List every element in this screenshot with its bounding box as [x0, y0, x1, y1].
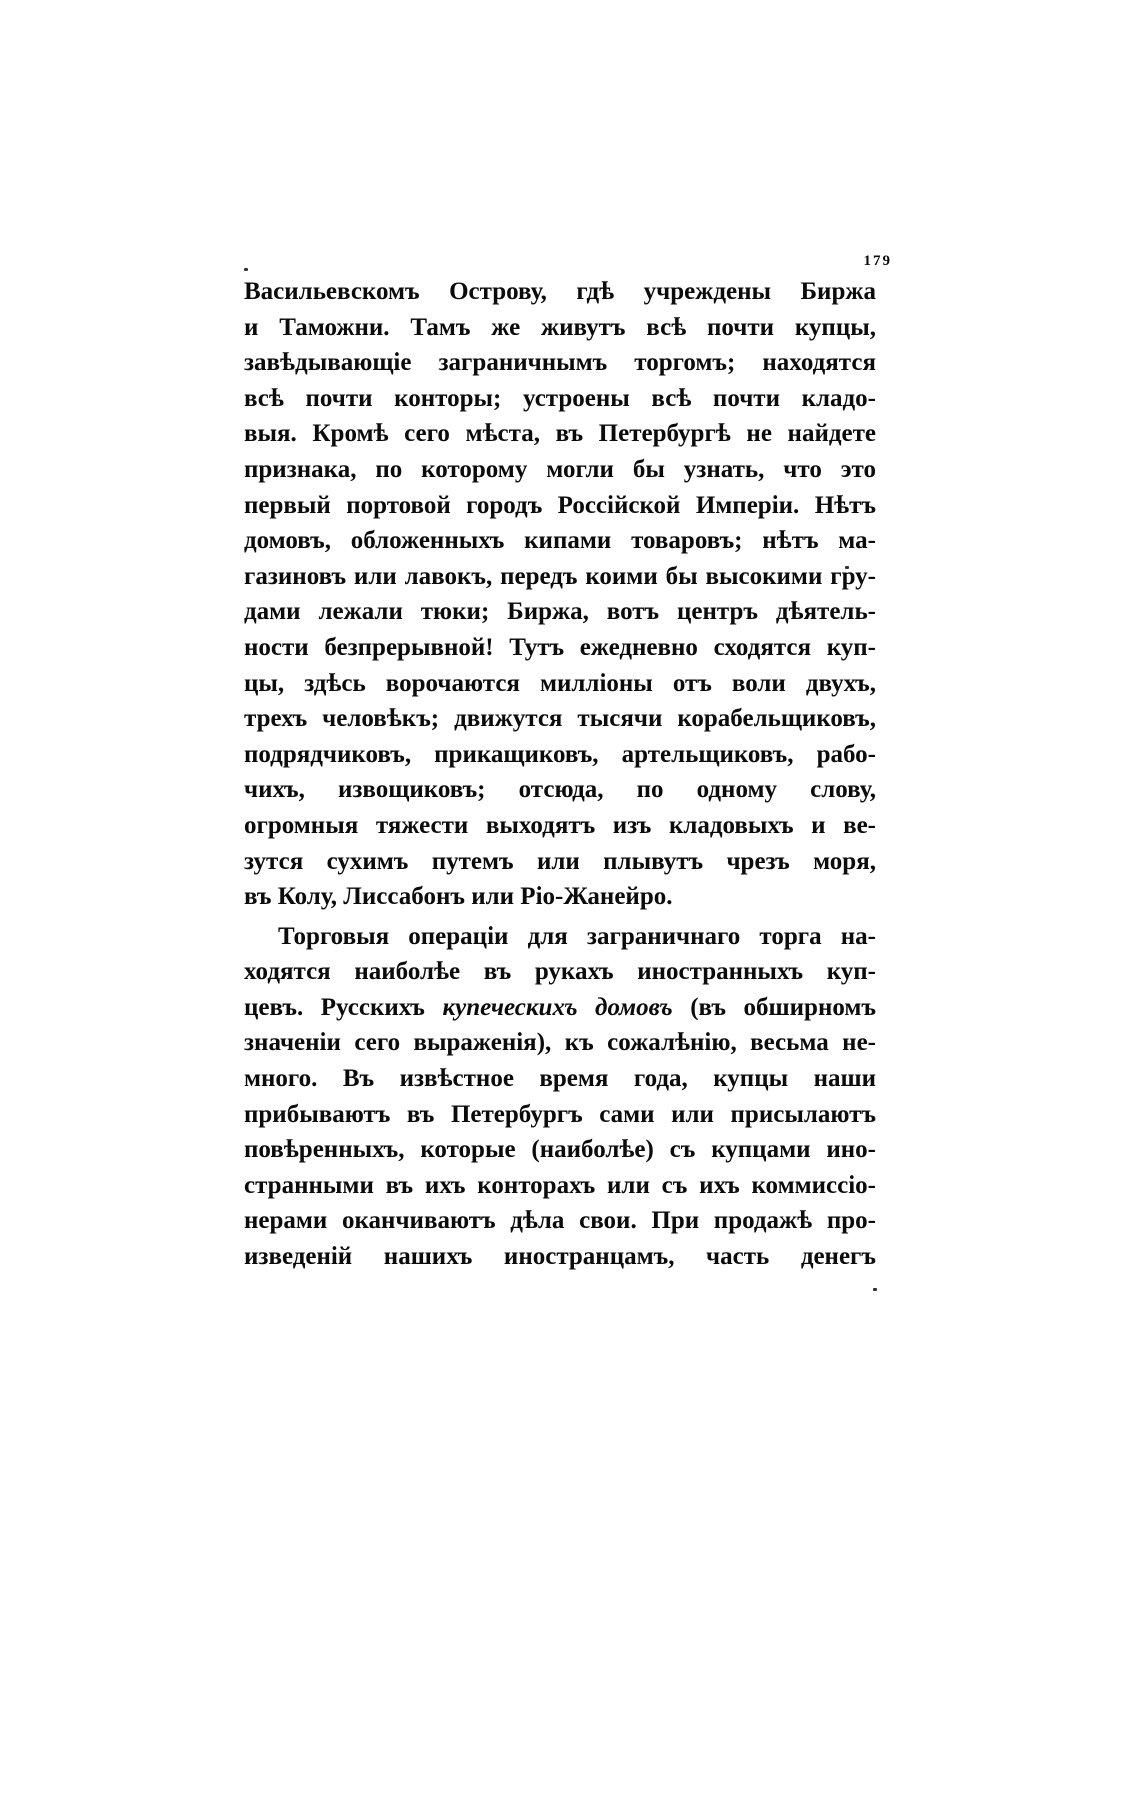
text-line: ходятся наиболѣе въ рукахъ иностранныхъ куп- [244, 958, 876, 986]
paragraph-2 [244, 919, 876, 1275]
text-line: прибываютъ въ Петербургъ сами или присылаютъ [244, 1100, 876, 1128]
text-segment: (въ обширномъ [672, 993, 876, 1021]
text-line: ности безпрерывной! Тутъ ежедневно сходятся куп- [244, 633, 876, 661]
text-line: Торговыя операціи для заграничнаго торга на- [278, 922, 876, 950]
text-line: изведеній нашихъ иностранцамъ, часть денегъ [244, 1243, 876, 1271]
text-line: первый портовой городъ Россійской Имперіи. Нѣтъ [244, 491, 876, 519]
text-line: огромныя тяжести выходятъ изъ кладовыхъ и ве- [244, 811, 876, 839]
text-line: зутся сухимъ путемъ или плывутъ чрезъ моря, [244, 847, 876, 875]
text-line: много. Въ извѣстное время года, купцы наши [244, 1065, 876, 1093]
print-speck [244, 268, 248, 271]
text-line-with-italic [244, 990, 876, 1026]
text-line: домовъ, обложенныхъ кипами товаровъ; нѣтъ ма- [244, 527, 876, 555]
text-line: всѣ почти конторы; устроены всѣ почти кладо- [244, 384, 876, 412]
text-line: Васильевскомъ Острову, гдѣ учреждены Биржа [244, 278, 876, 305]
body-text [244, 274, 876, 1275]
text-line: цы, здѣсь ворочаются милліоны отъ воли двухъ, [244, 669, 876, 697]
page-number: 179 [863, 253, 892, 269]
text-line: дами лежали тюки; Биржа, вотъ центръ дѣятель- [244, 598, 876, 626]
text-line: повѣренныхъ, которые (наиболѣе) съ купцами ино- [244, 1136, 876, 1164]
text-line: газиновъ или лавокъ, передъ коими бы высокими гру- [244, 562, 876, 590]
paragraph-1 [244, 274, 876, 915]
text-line: нерами оканчиваютъ дѣла свои. При продажѣ про- [244, 1207, 876, 1235]
italic-phrase: купеческихъ домовъ [442, 993, 673, 1021]
text-line: подрядчиковъ, прикащиковъ, артельщиковъ, рабо- [244, 740, 876, 768]
text-line: въ Колу, Лиссабонъ или Ріо-Жанейро. [244, 883, 673, 911]
text-line: трехъ человѣкъ; движутся тысячи корабельщиковъ, [244, 705, 876, 733]
text-line: признака, по которому могли бы узнать, что это [244, 455, 876, 483]
text-line: завѣдывающіе заграничнымъ торгомъ; находятся [244, 349, 876, 377]
text-line: чихъ, извощиковъ; отсюда, по одному слову, [244, 776, 876, 804]
text-line: выя. Кромѣ сего мѣста, въ Петербургѣ не найдете [244, 420, 876, 448]
print-speck [873, 1288, 877, 1291]
text-line: значеніи сего выраженія), къ сожалѣнію, весьма не- [244, 1029, 876, 1057]
text-line: странными въ ихъ конторахъ или съ ихъ коммиссіо- [244, 1171, 876, 1199]
text-line: и Таможни. Тамъ же живутъ всѣ почти купцы, [244, 313, 876, 341]
text-segment: цевъ. Русскихъ [244, 993, 443, 1021]
